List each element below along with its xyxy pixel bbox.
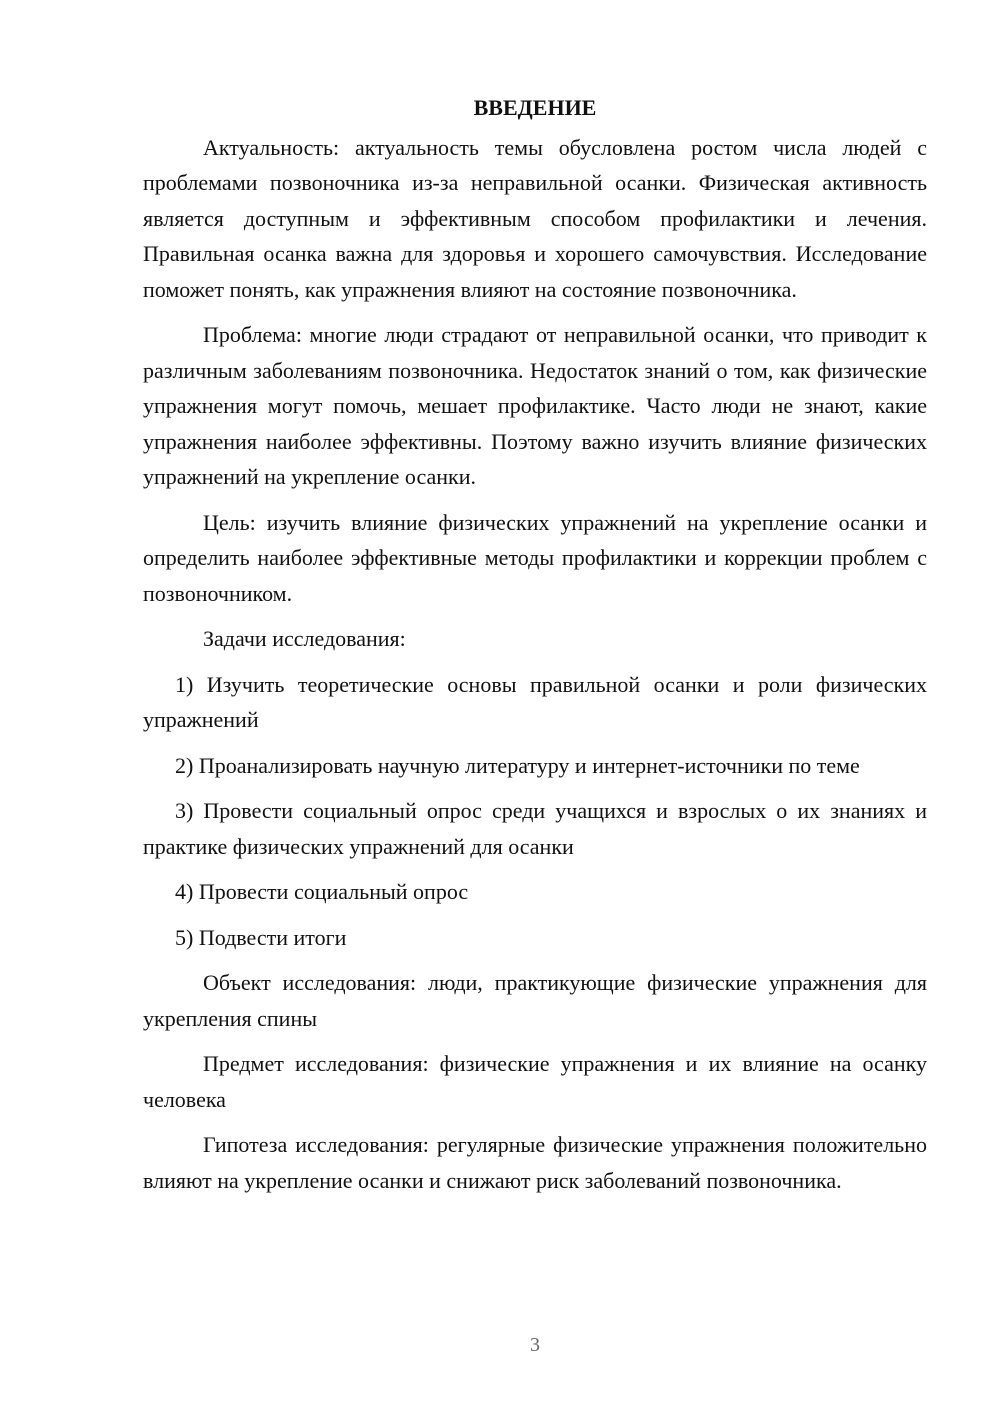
section-heading: ВВЕДЕНИЕ	[473, 95, 597, 120]
task-item: 3) Провести социальный опрос среди учащихся и взрослых о их знаниях и практике физических упражнений для осанки	[143, 798, 927, 859]
task-item: 2) Проанализировать научную литературу и интернет-источники по теме	[175, 752, 860, 778]
task-item: 4) Провести социальный опрос	[175, 879, 469, 904]
relevance-paragraph: Актуальность: актуальность темы обусловлена ростом числа людей с проблемами позвоночника из-за неправильной осанки. Физическая активность является доступным и эффективным способом профилактики и лечения. Правильная осанка важна для здоровья и хорошего самочувствия. Исследование поможет понять, как упражнения влияют на состояние позвоночника.	[143, 134, 927, 302]
problem-paragraph: Проблема: многие люди страдают от неправильной осанки, что приводит к различным заболеваниям позвоночника. Недостаток знаний о том, как физические упражнения могут помочь, мешает профилактике. Часто люди не знают, какие упражнения наиболее эффективны. Поэтому важно изучить влияние физических упражнений на укрепление осанки.	[143, 322, 927, 489]
page-number: 3	[530, 1334, 540, 1356]
document-page	[143, 90, 927, 1208]
object-paragraph: Объект исследования: люди, практикующие физические упражнения для укрепления спины	[143, 970, 927, 1031]
tasks-heading: Задачи исследования:	[203, 626, 406, 651]
subject-paragraph: Предмет исследования: физические упражнения и их влияние на осанку человека	[143, 1051, 927, 1112]
tasks-list	[143, 667, 927, 956]
hypothesis-paragraph: Гипотеза исследования: регулярные физические упражнения положительно влияют на укрепление осанки и снижают риск заболеваний позвоночника.	[143, 1132, 927, 1193]
goal-paragraph: Цель: изучить влияние физических упражнений на укрепление осанки и определить наиболее эффективные методы профилактики и коррекции проблем с позвоночником.	[143, 509, 927, 606]
task-item: 5) Подвести итоги	[175, 924, 347, 950]
task-item: 1) Изучить теоретические основы правильной осанки и роли физических упражнений	[143, 671, 927, 732]
